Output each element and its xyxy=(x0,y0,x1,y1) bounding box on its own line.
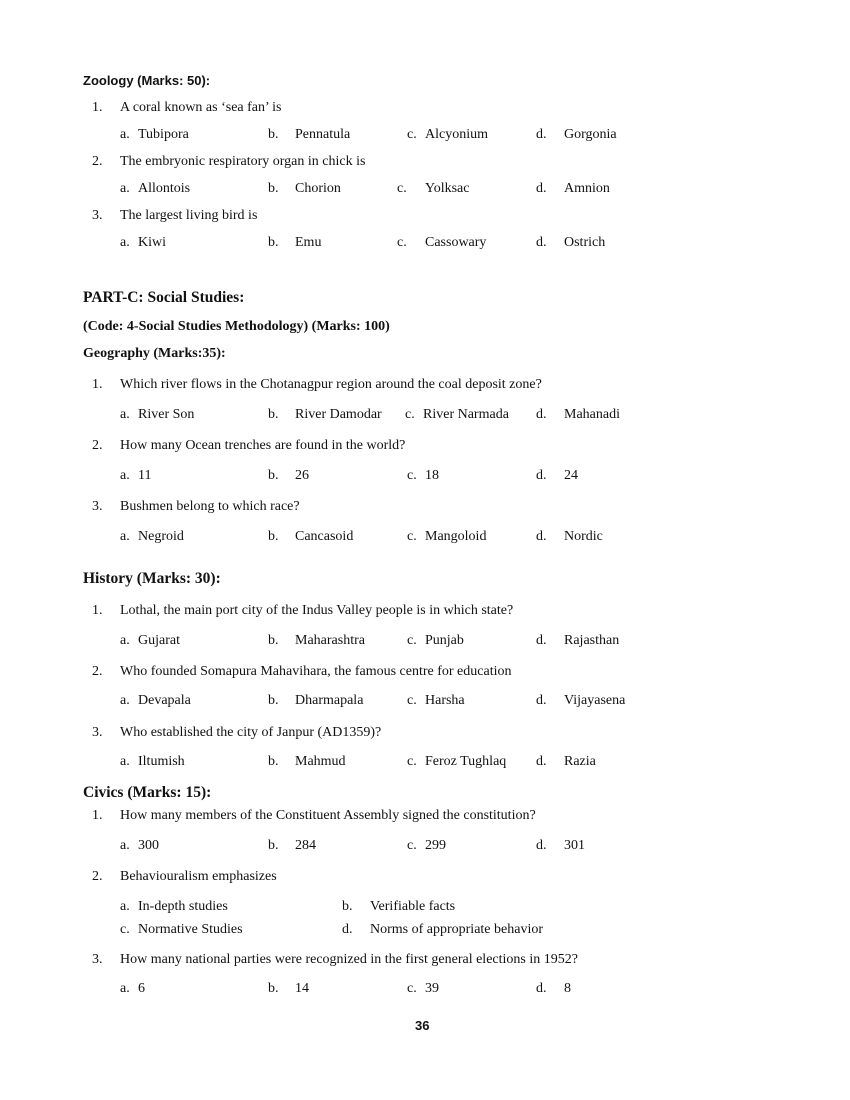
geography-heading: Geography (Marks:35): xyxy=(83,346,226,361)
option-label: a. xyxy=(120,127,130,142)
option-text: Cassowary xyxy=(425,235,487,250)
option-label: d. xyxy=(342,922,353,937)
option-label: c. xyxy=(407,468,417,483)
option-text: Negroid xyxy=(138,529,184,544)
option-label: d. xyxy=(536,754,547,769)
option-label: d. xyxy=(536,468,547,483)
option-text: Mahanadi xyxy=(564,407,620,422)
question-number: 2. xyxy=(92,438,103,453)
option-label: d. xyxy=(536,633,547,648)
option-text: Normative Studies xyxy=(138,922,243,937)
question-number: 3. xyxy=(92,725,103,740)
option-label: b. xyxy=(268,838,279,853)
option-text: 284 xyxy=(295,838,316,853)
option-text: Kiwi xyxy=(138,235,166,250)
question-number: 3. xyxy=(92,208,103,223)
option-text: Gorgonia xyxy=(564,127,617,142)
option-label: b. xyxy=(268,235,279,250)
option-text: 8 xyxy=(564,981,571,996)
option-text: Yolksac xyxy=(425,181,470,196)
option-label: c. xyxy=(407,127,417,142)
option-text: Amnion xyxy=(564,181,610,196)
option-label: b. xyxy=(342,899,353,914)
option-label: b. xyxy=(268,754,279,769)
option-label: a. xyxy=(120,529,130,544)
option-label: d. xyxy=(536,407,547,422)
option-text: Harsha xyxy=(425,693,465,708)
option-label: c. xyxy=(407,754,417,769)
question-text: The largest living bird is xyxy=(120,208,258,223)
option-text: Rajasthan xyxy=(564,633,620,648)
civics-heading: Civics (Marks: 15): xyxy=(83,784,212,801)
option-text: 11 xyxy=(138,468,152,483)
option-text: Cancasoid xyxy=(295,529,354,544)
question-text: Which river flows in the Chotanagpur region around the coal deposit zone? xyxy=(120,377,542,392)
option-text: 14 xyxy=(295,981,309,996)
option-label: c. xyxy=(397,235,407,250)
question-text: The embryonic respiratory organ in chick is xyxy=(120,154,366,169)
option-text: Devapala xyxy=(138,693,191,708)
option-label: d. xyxy=(536,838,547,853)
option-label: a. xyxy=(120,838,130,853)
question-text: Behaviouralism emphasizes xyxy=(120,869,277,884)
option-label: b. xyxy=(268,468,279,483)
option-text: Gujarat xyxy=(138,633,180,648)
option-text: Feroz Tughlaq xyxy=(425,754,507,769)
option-label: c. xyxy=(397,181,407,196)
option-text: Norms of appropriate behavior xyxy=(370,922,543,937)
option-label: d. xyxy=(536,127,547,142)
part-c-code: (Code: 4-Social Studies Methodology) (Marks: 100) xyxy=(83,319,390,334)
option-label: d. xyxy=(536,181,547,196)
question-number: 3. xyxy=(92,499,103,514)
question-text: Who established the city of Janpur (AD1359)? xyxy=(120,725,382,740)
option-text: Alcyonium xyxy=(425,127,488,142)
option-label: a. xyxy=(120,981,130,996)
question-text: A coral known as ‘sea fan’ is xyxy=(120,100,282,115)
history-heading: History (Marks: 30): xyxy=(83,570,221,587)
question-text: How many national parties were recognized in the first general elections in 1952? xyxy=(120,952,578,967)
option-label: b. xyxy=(268,693,279,708)
option-text: River Narmada xyxy=(423,407,509,422)
question-text: Bushmen belong to which race? xyxy=(120,499,300,514)
question-text: Lothal, the main port city of the Indus Valley people is in which state? xyxy=(120,603,514,618)
option-text: Vijayasena xyxy=(564,693,626,708)
option-label: c. xyxy=(407,633,417,648)
option-text: In-depth studies xyxy=(138,899,228,914)
question-text: How many Ocean trenches are found in the world? xyxy=(120,438,406,453)
option-label: a. xyxy=(120,693,130,708)
question-number: 1. xyxy=(92,603,103,618)
option-label: c. xyxy=(407,981,417,996)
option-label: d. xyxy=(536,981,547,996)
option-label: d. xyxy=(536,529,547,544)
option-text: River Son xyxy=(138,407,195,422)
option-text: Razia xyxy=(564,754,596,769)
option-text: 300 xyxy=(138,838,159,853)
part-c-heading: PART-C: Social Studies: xyxy=(83,289,245,306)
option-label: c. xyxy=(120,922,130,937)
option-label: c. xyxy=(407,529,417,544)
option-label: b. xyxy=(268,407,279,422)
question-number: 1. xyxy=(92,377,103,392)
option-text: Pennatula xyxy=(295,127,351,142)
question-text: How many members of the Constituent Assembly signed the constitution? xyxy=(120,808,536,823)
option-text: Punjab xyxy=(425,633,464,648)
option-label: d. xyxy=(536,235,547,250)
question-number: 1. xyxy=(92,808,103,823)
option-label: a. xyxy=(120,468,130,483)
option-label: a. xyxy=(120,754,130,769)
option-label: b. xyxy=(268,981,279,996)
option-text: Iltumish xyxy=(138,754,185,769)
option-text: 24 xyxy=(564,468,578,483)
option-text: 18 xyxy=(425,468,439,483)
option-label: d. xyxy=(536,693,547,708)
zoology-heading: Zoology (Marks: 50): xyxy=(83,73,211,88)
option-label: a. xyxy=(120,633,130,648)
question-text: Who founded Somapura Mahavihara, the famous centre for education xyxy=(120,664,512,679)
option-text: Chorion xyxy=(295,181,341,196)
option-text: 39 xyxy=(425,981,439,996)
option-label: c. xyxy=(405,407,415,422)
option-label: c. xyxy=(407,838,417,853)
option-text: Ostrich xyxy=(564,235,606,250)
option-text: 299 xyxy=(425,838,446,853)
option-label: b. xyxy=(268,633,279,648)
option-label: a. xyxy=(120,407,130,422)
question-number: 1. xyxy=(92,100,103,115)
option-text: Dharmapala xyxy=(295,693,364,708)
page-number: 36 xyxy=(415,1018,430,1033)
option-text: River Damodar xyxy=(295,407,382,422)
question-number: 2. xyxy=(92,869,103,884)
option-text: Allontois xyxy=(138,181,191,196)
option-text: Mahmud xyxy=(295,754,346,769)
option-label: b. xyxy=(268,127,279,142)
option-text: Emu xyxy=(295,235,322,250)
option-label: a. xyxy=(120,899,130,914)
question-number: 2. xyxy=(92,154,103,169)
option-text: 301 xyxy=(564,838,585,853)
option-label: a. xyxy=(120,181,130,196)
question-number: 2. xyxy=(92,664,103,679)
option-text: 26 xyxy=(295,468,309,483)
option-text: Nordic xyxy=(564,529,603,544)
option-text: Mangoloid xyxy=(425,529,487,544)
question-number: 3. xyxy=(92,952,103,967)
option-text: Tubipora xyxy=(138,127,189,142)
option-text: Maharashtra xyxy=(295,633,365,648)
option-label: a. xyxy=(120,235,130,250)
option-text: Verifiable facts xyxy=(370,899,456,914)
option-label: b. xyxy=(268,529,279,544)
option-label: c. xyxy=(407,693,417,708)
option-text: 6 xyxy=(138,981,145,996)
option-label: b. xyxy=(268,181,279,196)
